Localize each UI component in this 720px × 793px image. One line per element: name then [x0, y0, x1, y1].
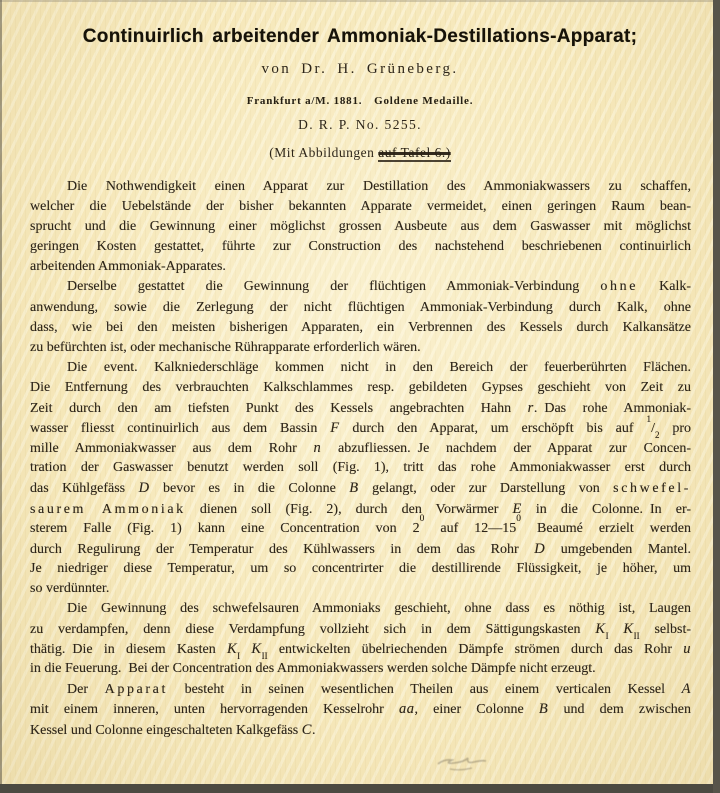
- text-line: Die Gewinnung des schwefelsauren Ammoniaks geschieht, ohne dass es nöthig ist, Laugen: [67, 600, 691, 616]
- body-text: [30, 177, 691, 740]
- text-line: mit einem inneren, unten hervorragenden Kesselrohr aa, einer Colonne B und dem zwischen: [30, 701, 691, 718]
- text-line: welcher die Uebelstände der bisher bekannten Apparate vermeidet, einen geringen Raum bean-: [30, 199, 691, 215]
- patent-number-line: D. R. P. No. 5255.: [298, 117, 422, 132]
- text-line: tration der Gaswasser benutzt werden soll (Fig. 1), tritt das rohe Ammoniakwasser erst durch: [30, 460, 691, 476]
- paragraph: [30, 358, 691, 599]
- figures-note-text: (Mit Abbildungen: [269, 145, 379, 160]
- paragraph: [30, 599, 691, 679]
- page-title: Continuirlich arbeitender Ammoniak-Destillations-Apparat;: [82, 26, 638, 47]
- award-line: Frankfurt a/M. 1881. Goldene Medaille.: [246, 95, 474, 107]
- text-line: dass, wie bei den meisten bisherigen Apparaten, ein Verbrennen des Kessels durch Kalkansätze: [30, 319, 691, 335]
- text-line: Zeit durch den am tiefsten Punkt des Kessels angebrachten Hahn r. Das rohe Ammoniak-: [30, 400, 691, 417]
- paragraph: [30, 679, 691, 739]
- text-line: mille Ammoniakwasser aus dem Rohr n abzufliessen. Je nachdem der Apparat zur Concen-: [30, 440, 691, 457]
- text-line: thätig. Die in diesem Kasten $K_I$ $K_{II}$ entwickelten übelriechenden Dämpfe strömen durch das Rohr u: [30, 641, 691, 662]
- paragraph: [30, 277, 691, 357]
- text-line: Derselbe gestattet die Gewinnung der flüchtigen Ammoniak-Verbindung ohne Kalk-: [67, 279, 691, 295]
- text-line: Der Apparat besteht in seinen wesentlichen Theilen aus einem verticalen Kessel A: [67, 681, 691, 698]
- text-line: geringen Kosten gestattet, führte zur Construction des nachstehend beschriebenen continuirlich: [30, 239, 691, 255]
- text-line: anwendung, sowie die Zerlegung der nicht flüchtigen Ammoniak-Verbindung durch Kalk, ohne: [30, 299, 691, 315]
- text-line: Die Nothwendigkeit einen Apparat zur Destillation des Ammoniakwassers zu schaffen,: [67, 179, 691, 194]
- text-line: wasser fliesst continuirlich aus dem Bassin F durch den Apparat, um erschöpft bis auf $^1/_2$ pro: [30, 414, 691, 441]
- pencil-smudge: [432, 750, 510, 776]
- text-line: sterem Falle (Fig. 1) kann eine Concentration von $2^0$ auf $12—15^0$ Beaumé erzielt werden: [30, 514, 692, 536]
- text-line: das Kühlgefäss D bevor es in die Colonne B gelangt, oder zur Darstellung von schwefel-: [30, 480, 691, 497]
- text-line: so verdünnter.: [30, 580, 110, 596]
- text-line: Kessel und Colonne eingeschalteten Kalkgefäss C.: [30, 721, 316, 738]
- text-line: in die Feuerung. Bei der Concentration des Ammoniakwassers werden solche Dämpfe nicht erzeugt.: [30, 661, 596, 677]
- figures-note-struck-text: auf Tafel 6.): [378, 145, 451, 160]
- text-line: sprucht und die Gewinnung einer möglichst grossen Ausbeute aus dem Gaswasser mit möglichst: [30, 219, 691, 235]
- text-line: Die Entfernung des verbrauchten Kalkschlammes resp. gebildeten Gypses geschieht von Zeit zu: [30, 379, 691, 395]
- text-line: zu befürchten ist, oder mechanische Rührapparate erforderlich wären.: [30, 339, 421, 355]
- paragraph: [30, 177, 691, 277]
- text-line: saurem Ammoniak dienen soll (Fig. 2), durch den Vorwärmer E in die Colonne. In er-: [30, 500, 691, 517]
- text-line: zu verdampfen, denn diese Verdampfung vollzieht sich in dem Sättigungskasten $K_I$ $K_{II}$ selbst-: [30, 621, 691, 642]
- text-line: durch Regulirung der Temperatur des Kühlwassers in dem das Rohr D umgebenden Mantel.: [30, 540, 691, 557]
- figures-note: [0, 145, 720, 161]
- author-line: von Dr. H. Grüneberg.: [261, 61, 459, 77]
- text-line: Die event. Kalkniederschläge kommen nicht in den Bereich der feuerberührten Flächen.: [67, 359, 691, 375]
- text-line: Je niedriger diese Temperatur, um so concentrirter die destillirende Flüssigkeit, je höher, um: [30, 560, 691, 576]
- text-line: arbeitenden Ammoniak-Apparates.: [30, 259, 226, 275]
